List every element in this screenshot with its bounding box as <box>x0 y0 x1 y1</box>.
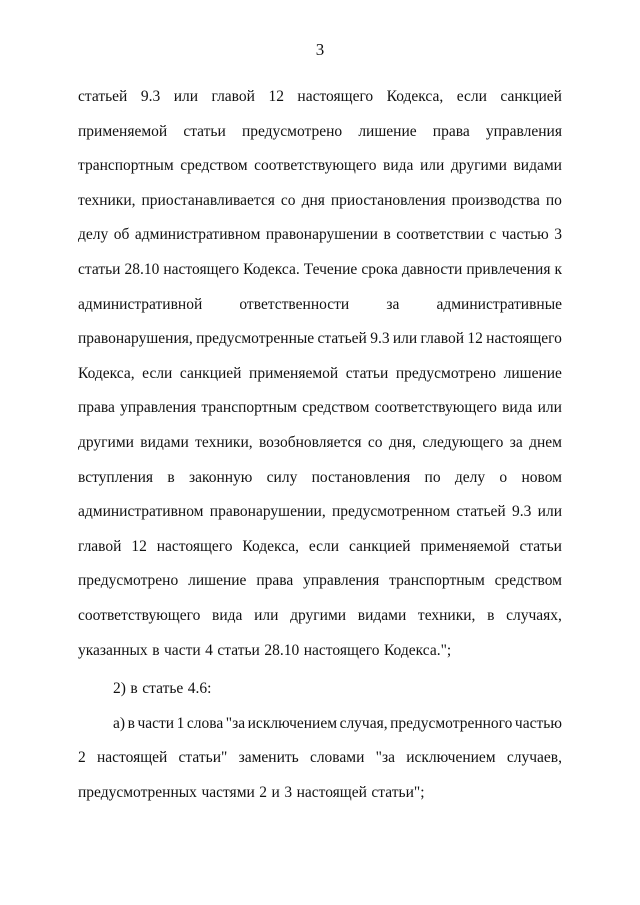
word: частями <box>201 783 255 801</box>
word: или <box>420 157 445 175</box>
word: статьи <box>78 260 121 278</box>
text-line <box>78 123 562 158</box>
word: случаях, <box>506 606 562 624</box>
word: привлечения <box>466 260 551 278</box>
word: соответствующего <box>374 399 497 417</box>
word: 4 <box>205 641 213 659</box>
word: "за <box>225 714 246 732</box>
word: другими <box>450 157 507 175</box>
word: в <box>152 641 160 659</box>
paragraph-end-line <box>78 642 562 677</box>
word: настоящей <box>296 783 367 801</box>
word: административные <box>436 295 562 313</box>
word: в <box>167 468 175 486</box>
word: транспортным <box>78 157 174 175</box>
text-line <box>78 399 562 434</box>
word: к <box>554 260 562 278</box>
word: если <box>142 364 173 382</box>
word: в <box>487 606 495 624</box>
word: заменить <box>238 749 299 767</box>
word: главой <box>78 537 122 555</box>
word: предусмотренные <box>196 330 315 348</box>
text-line <box>78 192 562 227</box>
word: управления <box>120 399 197 417</box>
word: 28.10 <box>264 641 300 659</box>
word: силу <box>266 468 298 486</box>
word: средством <box>494 572 562 590</box>
word: по <box>545 191 562 209</box>
word: лишение <box>358 122 417 140</box>
word: "за <box>375 749 395 767</box>
word: словами <box>309 749 365 767</box>
word: транспортным <box>389 572 485 590</box>
word: следующего <box>422 433 504 451</box>
text-line <box>78 330 562 365</box>
word: средством <box>302 399 370 417</box>
word: исключением <box>406 749 496 767</box>
word: лишение <box>188 572 247 590</box>
word: возобновляется <box>258 433 362 451</box>
word: вступления <box>78 468 154 486</box>
word: другими <box>78 433 134 451</box>
word: 2) <box>113 680 126 698</box>
word: санкцией <box>179 364 242 382</box>
word: Кодекса, <box>78 364 135 382</box>
word: управления <box>303 572 380 590</box>
word: транспортным <box>201 399 297 417</box>
word: частью <box>501 226 549 244</box>
word: с <box>489 226 497 244</box>
word: статье <box>142 680 184 698</box>
word: другими <box>290 606 347 624</box>
word: если <box>308 537 340 555</box>
word: вида <box>212 606 243 624</box>
word: средством <box>180 157 248 175</box>
word: 28.10 <box>124 260 160 278</box>
word: предусмотренного <box>390 714 513 732</box>
word: приостанавливается <box>141 191 275 209</box>
word: санкцией <box>348 537 411 555</box>
word: указанных <box>78 641 148 659</box>
word: о <box>499 468 508 486</box>
word: административном <box>134 226 261 244</box>
word: административной <box>78 295 203 313</box>
text-line <box>78 503 562 538</box>
word: предусмотрено <box>241 122 343 140</box>
word: 12 <box>268 88 284 105</box>
word: законную <box>188 468 253 486</box>
text-line <box>78 538 562 573</box>
word: Кодекса. <box>243 260 300 278</box>
word: применяемой <box>249 364 339 382</box>
word: 3 <box>284 783 293 801</box>
word: статьи <box>217 641 260 659</box>
word: в <box>383 226 391 244</box>
word: исключением <box>247 714 338 732</box>
word: части <box>137 714 175 732</box>
word: техники, <box>78 191 136 209</box>
word: 9.3 <box>512 503 532 521</box>
word: об <box>113 226 130 244</box>
word: права <box>256 572 294 590</box>
word: 2 <box>78 749 86 767</box>
word: 2 <box>259 783 268 801</box>
text-line <box>78 365 562 400</box>
text-line <box>78 607 562 642</box>
document-text <box>78 88 562 818</box>
word: или <box>537 399 562 417</box>
word: применяемой <box>78 122 168 140</box>
word: настоящего <box>486 330 562 348</box>
word: техники, <box>195 433 253 451</box>
word: предусмотренных <box>78 783 197 801</box>
word: давности <box>401 260 463 278</box>
list-item-heading <box>78 680 562 715</box>
word: Кодекса, <box>386 88 444 105</box>
word: видами <box>357 606 407 624</box>
word: если <box>456 88 487 105</box>
word: санкцией <box>500 88 562 105</box>
word: применяемой <box>420 537 510 555</box>
text-line <box>78 715 562 750</box>
word: случаев, <box>506 749 562 767</box>
text-line <box>78 88 562 123</box>
word: правонарушении <box>265 226 378 244</box>
word: дня <box>301 191 325 209</box>
word: Течение <box>303 260 358 278</box>
word: по <box>424 468 441 486</box>
word: права <box>78 399 115 417</box>
word: настоящего <box>163 260 240 278</box>
word: статьей <box>78 88 128 105</box>
word: Кодекса, <box>242 537 299 555</box>
word: в <box>127 714 135 732</box>
word: или <box>537 503 562 521</box>
word: соответствующего <box>254 157 377 175</box>
word: 12 <box>131 537 147 555</box>
word: в <box>130 680 138 698</box>
word: главой <box>211 88 255 105</box>
paragraph-end-line <box>78 784 562 819</box>
word: видами <box>140 433 189 451</box>
word: слова <box>186 714 224 732</box>
word: частью <box>514 714 562 732</box>
word: статьи <box>345 364 389 382</box>
text-line <box>78 572 562 607</box>
word: или <box>392 330 418 348</box>
word: статьей <box>456 503 506 521</box>
text-line <box>78 469 562 504</box>
text-line <box>78 434 562 469</box>
word: соответствии <box>396 226 484 244</box>
word: настоящего <box>303 641 380 659</box>
word: 12 <box>467 330 483 348</box>
word: постановления <box>311 468 411 486</box>
word: со <box>367 433 383 451</box>
word: настоящего <box>297 88 374 105</box>
word: новом <box>521 468 562 486</box>
word: правонарушения, <box>78 330 193 348</box>
word: 3 <box>554 226 562 244</box>
word: настоящего <box>156 537 233 555</box>
text-line <box>78 157 562 192</box>
word: делу <box>78 226 109 244</box>
word: видами <box>513 157 562 175</box>
word: делу <box>454 468 486 486</box>
word: права <box>432 122 470 140</box>
word: 1 <box>176 714 185 732</box>
word: ответственности <box>239 295 350 313</box>
word: вида <box>383 157 414 175</box>
word: приостановления <box>330 191 446 209</box>
word: статьей <box>317 330 367 348</box>
word: административном <box>78 503 204 521</box>
word: случая, <box>339 714 388 732</box>
word: 9.3 <box>370 330 390 348</box>
word: предусмотрено <box>78 572 179 590</box>
word: со <box>280 191 296 209</box>
page-number: 3 <box>315 40 325 59</box>
text-line <box>78 261 562 296</box>
text-line <box>78 749 562 784</box>
word: статьи" <box>178 749 228 767</box>
word: за <box>386 295 400 313</box>
word: днем <box>529 433 562 451</box>
word: предусмотрено <box>395 364 497 382</box>
word: и <box>271 783 280 801</box>
word: за <box>509 433 523 451</box>
word: лишение <box>503 364 562 382</box>
word: дня, <box>388 433 416 451</box>
word: статьи"; <box>371 783 425 801</box>
word: срока <box>361 260 398 278</box>
word: а) <box>113 714 126 732</box>
word: главой <box>420 330 464 348</box>
word: соответствующего <box>78 606 201 624</box>
word: 9.3 <box>140 88 161 105</box>
word: предусмотренном <box>332 503 451 521</box>
word: 4.6: <box>187 680 212 698</box>
word: правонарушении, <box>209 503 326 521</box>
word: производства <box>451 191 540 209</box>
word: или <box>173 88 199 105</box>
word: вида <box>502 399 533 417</box>
word: настоящей <box>96 749 168 767</box>
word: статьи <box>519 537 562 555</box>
text-line <box>78 296 562 331</box>
word: части <box>164 641 201 659</box>
word: Кодекса."; <box>383 641 452 659</box>
word: или <box>254 606 279 624</box>
word: управления <box>485 122 562 140</box>
text-line <box>78 226 562 261</box>
word: статьи <box>183 122 226 140</box>
word: техники, <box>417 606 476 624</box>
